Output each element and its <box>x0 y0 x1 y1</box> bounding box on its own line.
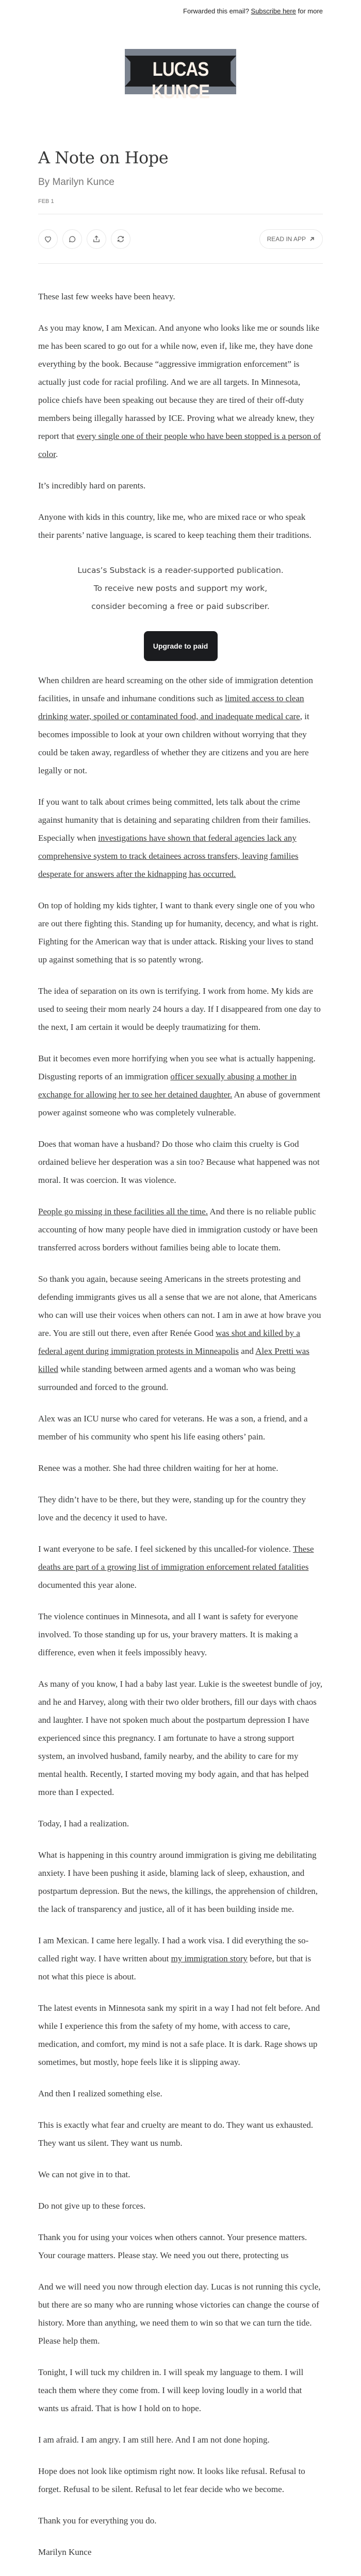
paragraph: Hope does not look like optimism right now. It looks like refusal. Refusal to forget. Refusal to be silent. Refusal to let fear decide who we become. <box>38 2466 305 2494</box>
forwarded-notice <box>38 0 323 23</box>
subscribe-cta <box>38 557 323 671</box>
paragraph <box>38 1931 323 1986</box>
text: . <box>56 449 58 459</box>
paragraph: The violence continues in Minnesota, and all I want is safety for everyone involved. To those standing up for us, your bravery matters. It is making a difference, even when it feels impossibly heavy. <box>38 1612 298 1657</box>
inline-link[interactable]: investigations have shown that federal agencies lack any comprehensive system to track detainees across transfers, leaving families desperate for answers after the kidnapping has occurred. <box>38 833 299 879</box>
paragraph: And we will need you now through election day. Lucas is not running this cycle, but there are so many who are running whose victories can change the course of history. More than anything, we need them to win so that we can turn the tide. Please help them. <box>38 2282 321 2346</box>
text: before, but that is not what this piece is about. <box>38 1954 311 1981</box>
inline-link[interactable]: People go missing in these facilities all the time. <box>38 1207 208 1216</box>
restack-icon <box>116 234 125 244</box>
text: , it becomes impossible to look at your own children without worrying that they could be taken away, regardless of whether they are citizens and you are here legally or not. <box>38 711 309 775</box>
upgrade-to-paid-button[interactable]: Upgrade to paid <box>144 631 218 661</box>
paragraph: It’s incredibly hard on parents. <box>38 481 146 490</box>
text: As you may know, I am Mexican. And anyone who looks like me or sounds like me has been scared to go out for a while now, even if, like me, they have done everything by the book. Because “aggressive immigration enforcement” is actually just code for racial profiling. And we are all targets. In Minnesota, police chiefs have been speaking out because they are tired of their off-duty members being illegally harassed by ICE. Proving what we already knew, they report that <box>38 323 320 441</box>
paragraph: Alex was an ICU nurse who cared for veterans. He was a son, a friend, and a member of his community who spent his life easing others’ pain. <box>38 1414 308 1442</box>
paragraph: On top of holding my kids tighter, I want to thank every single one of you who are out there fighting this. Standing up for humanity, decency, and what is right. Fighting for the American way that is under attack. Risking your lives to stand up against something that is so patently wrong. <box>38 901 319 964</box>
inline-link[interactable]: every single one of their people who have been stopped is a person of color <box>38 431 321 459</box>
cta-message: Lucas’s Substack is a reader-supported publication. To receive new posts and support my work, consider becoming a free or paid subscriber. <box>77 566 284 611</box>
paragraph: What is happening in this country around immigration is giving me debilitating anxiety. I have been pushing it aside, blaming lack of sleep, exhaustion, and postpartum depression. But the news, the killings, the apprehension of children, the lack of transparency and justice, all of it has been building inside me. <box>38 1850 318 1914</box>
paragraph: These last few weeks have been heavy. <box>38 292 175 301</box>
text: while standing between armed agents and a woman who was being surrounded and forced to the ground. <box>38 1364 296 1392</box>
paragraph: Do not give up to these forces. <box>38 2201 146 2211</box>
paragraph: The latest events in Minnesota sank my spirit in a way I had not felt before. And while I experience this from the safety of my home, with access to care, medication, and comfort, my mind is not a safe place. It is dark. Rage shows up sometimes, but mostly, hope feels like it is slipping away. <box>38 2003 320 2067</box>
inline-link[interactable]: was shot and killed by a federal agent during immigration protests in Minneapolis <box>38 1328 300 1356</box>
inline-link[interactable]: These deaths are part of a growing list of immigration enforcement related fatalities <box>38 1544 314 1572</box>
subscribe-here-link[interactable]: Subscribe here <box>251 7 296 15</box>
publication-logo[interactable] <box>125 49 236 103</box>
action-icons <box>38 229 130 249</box>
paragraph: Does that woman have a husband? Do those who claim this cruelty is God ordained believe her desperation was a sin too? Because what happened was not moral. It was coercion. It was violence. <box>38 1139 320 1185</box>
arrow-up-right-icon <box>309 236 315 242</box>
text: and <box>239 1346 256 1356</box>
paragraph: This is exactly what fear and cruelty are meant to do. They want us exhausted. They want us silent. They want us numb. <box>38 2120 314 2148</box>
paragraph: I am afraid. I am angry. I am still here. And I am not done hoping. <box>38 2435 270 2445</box>
share-button[interactable] <box>87 229 106 249</box>
paragraph <box>38 671 323 779</box>
text: I want everyone to be safe. I feel sickened by this uncalled-for violence. <box>38 1544 293 1554</box>
paragraph: As many of you know, I had a baby last year. Lukie is the sweetest bundle of joy, and he and Harvey, along with their two older brothers, fill our days with chaos and laughter. I have not spoken much about the postpartum depression I have experienced since this pregnancy. I am fortunate to have a strong support system, an involved husband, family nearby, and the ability to care for my mental health. Recently, I started moving my body again, and that has helped more than I expected. <box>38 1679 323 1797</box>
paragraph: Tonight, I will tuck my children in. I will speak my language to them. I will teach them where they come from. I will keep loving loudly in a world that wants us afraid. That is how I hold on to hope. <box>38 2367 304 2413</box>
text: So thank you again, because seeing Americans in the streets protesting and defending immigrants gives us all a sense that we are not alone, that Americans who can will use their voices when others can not. I am in awe at how brave you are. You are still out there, even after Renée Good <box>38 1274 321 1338</box>
text: When children are heard screaming on the other side of immigration detention facilities, in unsafe and inhumane conditions such as <box>38 675 313 703</box>
paragraph <box>38 1270 323 1396</box>
restack-button[interactable] <box>111 229 130 249</box>
divider <box>38 263 323 264</box>
post-title[interactable]: A Note on Hope <box>38 148 169 167</box>
forwarded-text: Forwarded this email? <box>183 7 251 15</box>
paragraph <box>38 319 323 463</box>
read-in-app-button[interactable] <box>259 229 323 249</box>
paragraph: They didn’t have to be there, but they were, standing up for the country they love and the decency it used to have. <box>38 1495 306 1522</box>
paragraph <box>38 793 323 883</box>
like-button[interactable] <box>38 229 58 249</box>
action-row <box>38 214 323 263</box>
text: If you want to talk about crimes being committed, lets talk about the crime against humanity that is detaining and separating children from their families. Especially when <box>38 797 311 843</box>
post-byline: By Marilyn Kunce <box>38 177 114 188</box>
text: I am Mexican. I came here legally. I had a work visa. I did everything the so-called right way. I have written about <box>38 1936 309 1963</box>
text: And there is no reliable public accounting of how many people have died in immigration custody or have been transferred across borders without families being able to locate them. <box>38 1207 318 1252</box>
subscribe-cta-bottom <box>38 2574 323 2576</box>
post-actions <box>38 214 323 264</box>
inline-link[interactable]: my immigration story <box>171 1954 248 1963</box>
paragraph <box>38 1049 323 1122</box>
read-in-app-label: READ IN APP <box>267 235 306 243</box>
text: But it becomes even more horrifying when you see what is actually happening. Disgusting reports of an immigration <box>38 1054 316 1081</box>
paragraph: The idea of separation on its own is terrifying. I work from home. My kids are used to seeing their mom nearly 24 hours a day. If I disappeared from one day to the next, I am certain it would be deeply traumatizing for them. <box>38 986 321 1032</box>
inline-link[interactable]: limited access to clean drinking water, spoiled or contaminated food, and inadequate medical care <box>38 693 304 721</box>
comment-button[interactable] <box>62 229 82 249</box>
logo-container <box>38 49 323 103</box>
paragraph: We can not give in to that. <box>38 2170 130 2179</box>
paragraph: And then I realized something else. <box>38 2089 162 2098</box>
paragraph <box>38 1540 323 1594</box>
share-icon <box>92 234 101 244</box>
post-body <box>38 287 323 2576</box>
email-container <box>38 0 323 2576</box>
comment-icon <box>68 234 77 244</box>
inline-link[interactable]: officer sexually abusing a mother in exchange for allowing her to see her detained daughter. <box>38 1072 297 1099</box>
paragraph: Renee was a mother. She had three children waiting for her at home. <box>38 1463 278 1473</box>
forwarded-suffix: for more <box>296 7 323 15</box>
paragraph <box>38 1202 323 1257</box>
signature: Marilyn Kunce <box>38 2547 92 2557</box>
paragraph: Anyone with kids in this country, like me, who are mixed race or who speak their parents’ native language, is scared to keep teaching them their traditions. <box>38 512 311 540</box>
inline-link[interactable]: Alex Pretti was killed <box>38 1346 309 1374</box>
heart-icon <box>43 234 53 244</box>
paragraph: Thank you for everything you do. <box>38 2516 157 2526</box>
post-date: FEB 1 <box>38 198 54 205</box>
logo-text: LUCAS KUNCE <box>151 58 210 103</box>
text: documented this year alone. <box>38 1580 137 1590</box>
text: An abuse of government power against someone who was completely vulnerable. <box>38 1090 321 1117</box>
paragraph: Thank you for using your voices when others cannot. Your presence matters. Your courage matters. Please stay. We need you out there, protecting us <box>38 2232 307 2260</box>
paragraph: Today, I had a realization. <box>38 1819 129 1828</box>
